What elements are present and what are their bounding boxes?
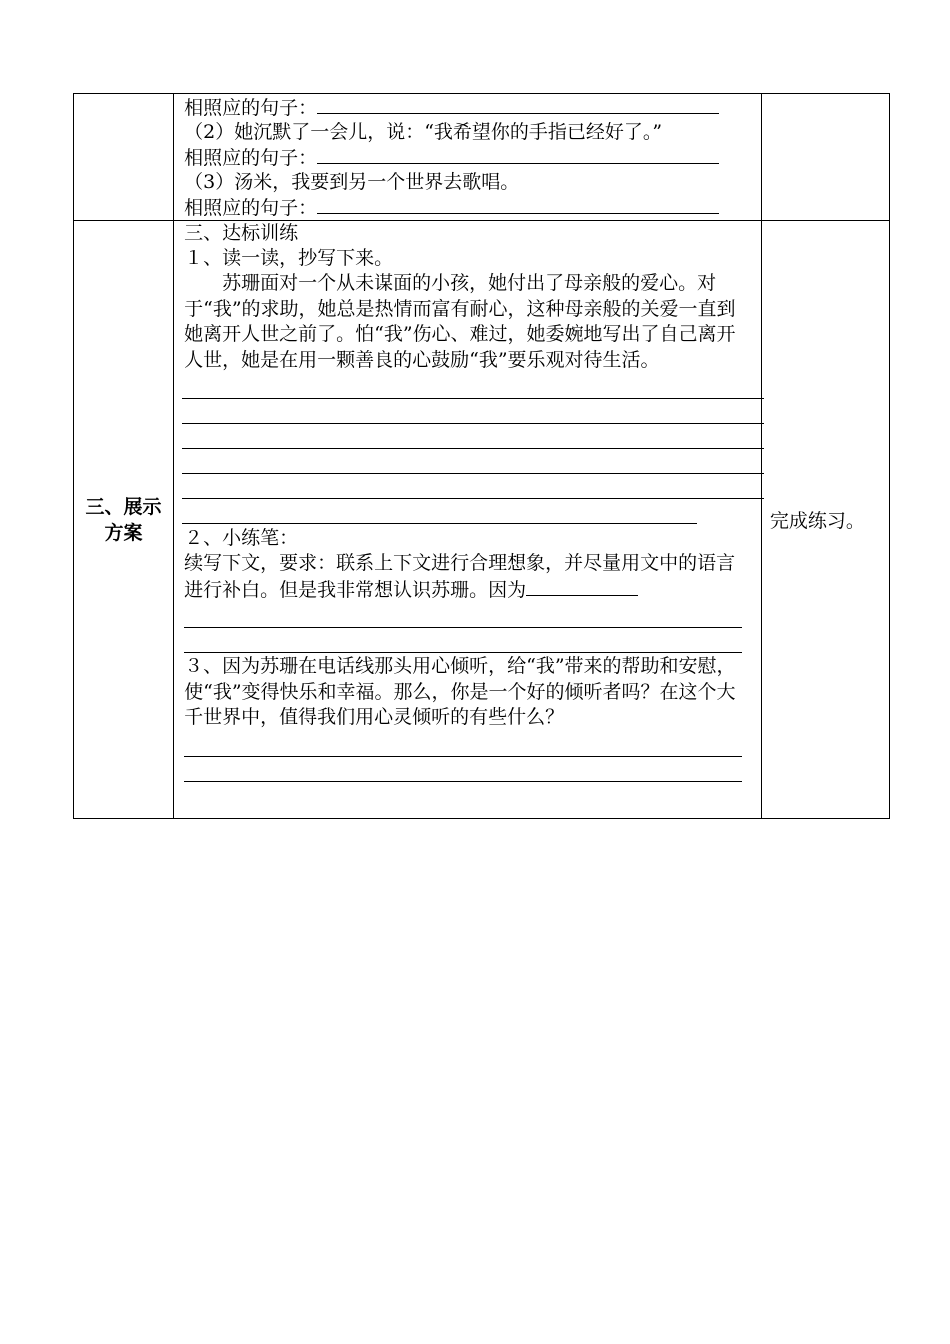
section-label-line2: 方案 (104, 521, 143, 544)
answer-line-1 (184, 95, 761, 120)
note-cell-empty (761, 94, 889, 221)
writing-line[interactable] (182, 499, 697, 524)
writing-line[interactable] (182, 374, 764, 399)
note-cell: 完成练习。 (761, 221, 889, 819)
content-cell-top (174, 94, 762, 221)
table-row-continued (74, 94, 890, 221)
writing-line[interactable] (182, 449, 764, 474)
section-label-cell (74, 221, 174, 819)
writing-line[interactable] (182, 424, 764, 449)
task3-lines[interactable] (184, 732, 742, 782)
answer-line-2 (184, 145, 761, 170)
writing-line[interactable] (182, 399, 764, 424)
table-row-section (74, 221, 890, 819)
answer-line-3 (184, 195, 761, 220)
task2-title: ２、小练笔： (184, 527, 299, 549)
task2-text (184, 551, 761, 603)
answer-blank[interactable] (317, 195, 719, 214)
task2-lines[interactable] (184, 603, 742, 653)
sentence-3: （3）汤米，我要到另一个世界去歌唱。 (184, 171, 520, 193)
section-label-line1: 三、展示 (85, 495, 162, 518)
section-heading: 三、达标训练 (184, 222, 299, 244)
answer-blank[interactable] (317, 95, 719, 114)
task1-passage: 苏珊面对一个从未谋面的小孩，她付出了母亲般的爱心。对于“我”的求助，她总是热情而富有耐心，这种母亲般的关爱一直到她离开人世之前了。怕“我”伤心、难过，她委婉地写出了自己离开人世，她是在用一颗善良的心鼓励“我”要乐观对待生活。 (184, 272, 736, 371)
writing-line[interactable] (182, 474, 764, 499)
task2-text-content: 续写下文，要求：联系上下文进行合理想象，并尽量用文中的语言进行补白。但是我非常想认识苏珊。因为 (184, 552, 736, 601)
writing-line[interactable] (184, 603, 742, 628)
lesson-plan-table (73, 93, 890, 819)
continuation-blank[interactable] (526, 577, 638, 596)
copy-lines[interactable] (182, 374, 764, 524)
task1-title: １、读一读，抄写下来。 (184, 247, 394, 269)
writing-line[interactable] (184, 757, 742, 782)
writing-line[interactable] (184, 628, 742, 653)
sentence-2: （2）她沉默了一会儿，说：“我希望你的手指已经好了。” (184, 121, 663, 143)
answer-label: 相照应的句子： (184, 97, 318, 119)
answer-label: 相照应的句子： (184, 197, 318, 219)
task3-text: ３、因为苏珊在电话线那头用心倾听，给“我”带来的帮助和安慰，使“我”变得快乐和幸福。那么，你是一个好的倾听者吗？在这个大千世界中，值得我们用心灵倾听的有些什么？ (184, 655, 736, 728)
writing-line[interactable] (184, 732, 742, 757)
answer-label: 相照应的句子： (184, 147, 318, 169)
answer-blank[interactable] (317, 145, 719, 164)
content-cell-main (174, 221, 762, 819)
section-label-cell-empty (74, 94, 174, 221)
